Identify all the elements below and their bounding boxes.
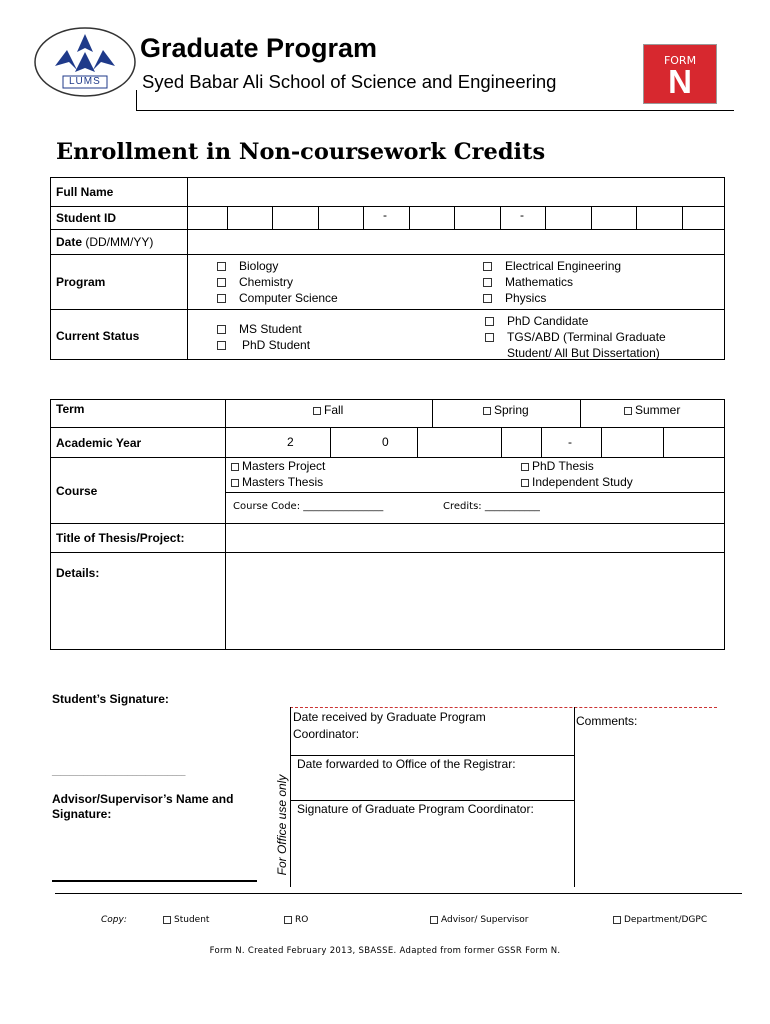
program-option-mathematics[interactable]: Mathematics [483,274,621,290]
full-name-label: Full Name [56,185,114,199]
program-option-computer-science[interactable]: Computer Science [217,290,338,306]
checkbox-icon [313,407,321,415]
details-label: Details: [56,566,100,580]
checkbox-icon [483,262,492,271]
term-option-spring[interactable]: Spring [483,403,529,417]
status-options-right [485,313,666,361]
term-option-fall[interactable]: Fall [313,403,343,417]
status-option-tgs-abd[interactable]: TGS/ABD (Terminal Graduate [485,329,666,345]
status-options-left [217,321,310,353]
course-option-phd-thesis[interactable]: PhD Thesis [521,458,633,474]
checkbox-icon [217,262,226,271]
coordinator-signature-label: Signature of Graduate Program Coordinator: [297,802,534,816]
advisor-signature-label-1: Advisor/Supervisor’s Name and [52,792,234,806]
checkbox-icon [217,341,226,350]
form-letter: N [668,63,692,100]
checkbox-icon [284,916,292,924]
course-label: Course [56,484,98,498]
academic-year-digit-2: 0 [382,435,389,449]
header-subtitle: Syed Babar Ali School of Science and Engineering [142,71,557,92]
advisor-signature-label-2: Signature: [52,807,112,821]
checkbox-icon [485,317,494,326]
course-code-field[interactable]: Course Code: ________________ [233,501,384,512]
checkbox-icon [521,479,529,487]
term-label: Term [56,402,85,416]
checkbox-icon [163,916,171,924]
term-option-summer[interactable]: Summer [624,403,680,417]
checkbox-icon [217,278,226,287]
program-option-physics[interactable]: Physics [483,290,621,306]
office-use-vertical-label: For Office use only [275,774,289,876]
footer-note: Form N. Created February 2013, SBASSE. Adapted from former GSSR Form N. [209,946,561,956]
checkbox-icon [231,463,239,471]
comments-label: Comments: [576,714,638,728]
checkbox-icon [483,294,492,303]
lums-logo [33,22,137,98]
checkbox-icon [217,325,226,334]
copy-label: Copy: [101,915,127,925]
academic-year-digit-1: 2 [287,435,294,449]
checkbox-icon [485,333,494,342]
header-rule [136,110,734,111]
form-table-bottom [50,399,725,650]
copy-option-department[interactable]: Department/DGPC [613,915,707,925]
checkbox-icon [521,463,529,471]
student-id-dash-2: - [520,208,524,222]
program-options-left [217,258,338,306]
course-options-left [231,458,325,490]
course-option-independent-study[interactable]: Independent Study [521,474,633,490]
date-label: Date (DD/MM/YY) [56,235,154,249]
date-received-label-2: Coordinator: [293,727,360,741]
course-option-masters-project[interactable]: Masters Project [231,458,325,474]
logo-text: LUMS [69,76,101,87]
program-option-electrical-engineering[interactable]: Electrical Engineering [483,258,621,274]
academic-year-label: Academic Year [56,436,142,450]
office-use-box [290,707,717,887]
copy-option-ro[interactable]: RO [284,915,308,925]
checkbox-icon [231,479,239,487]
checkbox-icon [217,294,226,303]
program-label: Program [56,275,106,289]
checkbox-icon [483,278,492,287]
page-title: Enrollment in Non-coursework Credits [56,139,546,165]
form-table-top [50,177,725,360]
current-status-label: Current Status [56,329,140,343]
status-option-ms[interactable]: MS Student [217,321,310,337]
checkbox-icon [430,916,438,924]
title-thesis-label: Title of Thesis/Project: [56,531,185,545]
course-option-masters-thesis[interactable]: Masters Thesis [231,474,325,490]
program-option-chemistry[interactable]: Chemistry [217,274,338,290]
student-id-dash-1: - [383,208,387,222]
academic-year-dash: - [568,435,572,449]
status-option-tgs-abd-cont: Student/ All But Dissertation) [507,346,660,360]
checkbox-icon [624,407,632,415]
student-signature-label: Student’s Signature: [52,692,169,706]
footer-rule [55,893,742,894]
program-option-biology[interactable]: Biology [217,258,338,274]
header-rule-left [136,90,137,110]
checkbox-icon [483,407,491,415]
program-options-right [483,258,621,306]
form-badge [643,44,717,104]
date-received-label-1: Date received by Graduate Program [293,710,486,724]
status-option-phd-candidate[interactable]: PhD Candidate [485,313,666,329]
form-label: FORM [663,54,697,67]
date-forwarded-label: Date forwarded to Office of the Registrar: [297,757,516,771]
status-option-phd[interactable]: PhD Student [217,337,310,353]
course-options-right [521,458,633,490]
student-signature-line[interactable]: ______________________________ [52,767,186,776]
advisor-signature-line[interactable] [52,880,257,882]
credits-field[interactable]: Credits: ___________ [443,501,540,512]
student-id-label: Student ID [56,211,116,225]
checkbox-icon [613,916,621,924]
copy-option-advisor[interactable]: Advisor/ Supervisor [430,915,528,925]
copy-option-student[interactable]: Student [163,915,209,925]
header-title: Graduate Program [140,33,378,63]
